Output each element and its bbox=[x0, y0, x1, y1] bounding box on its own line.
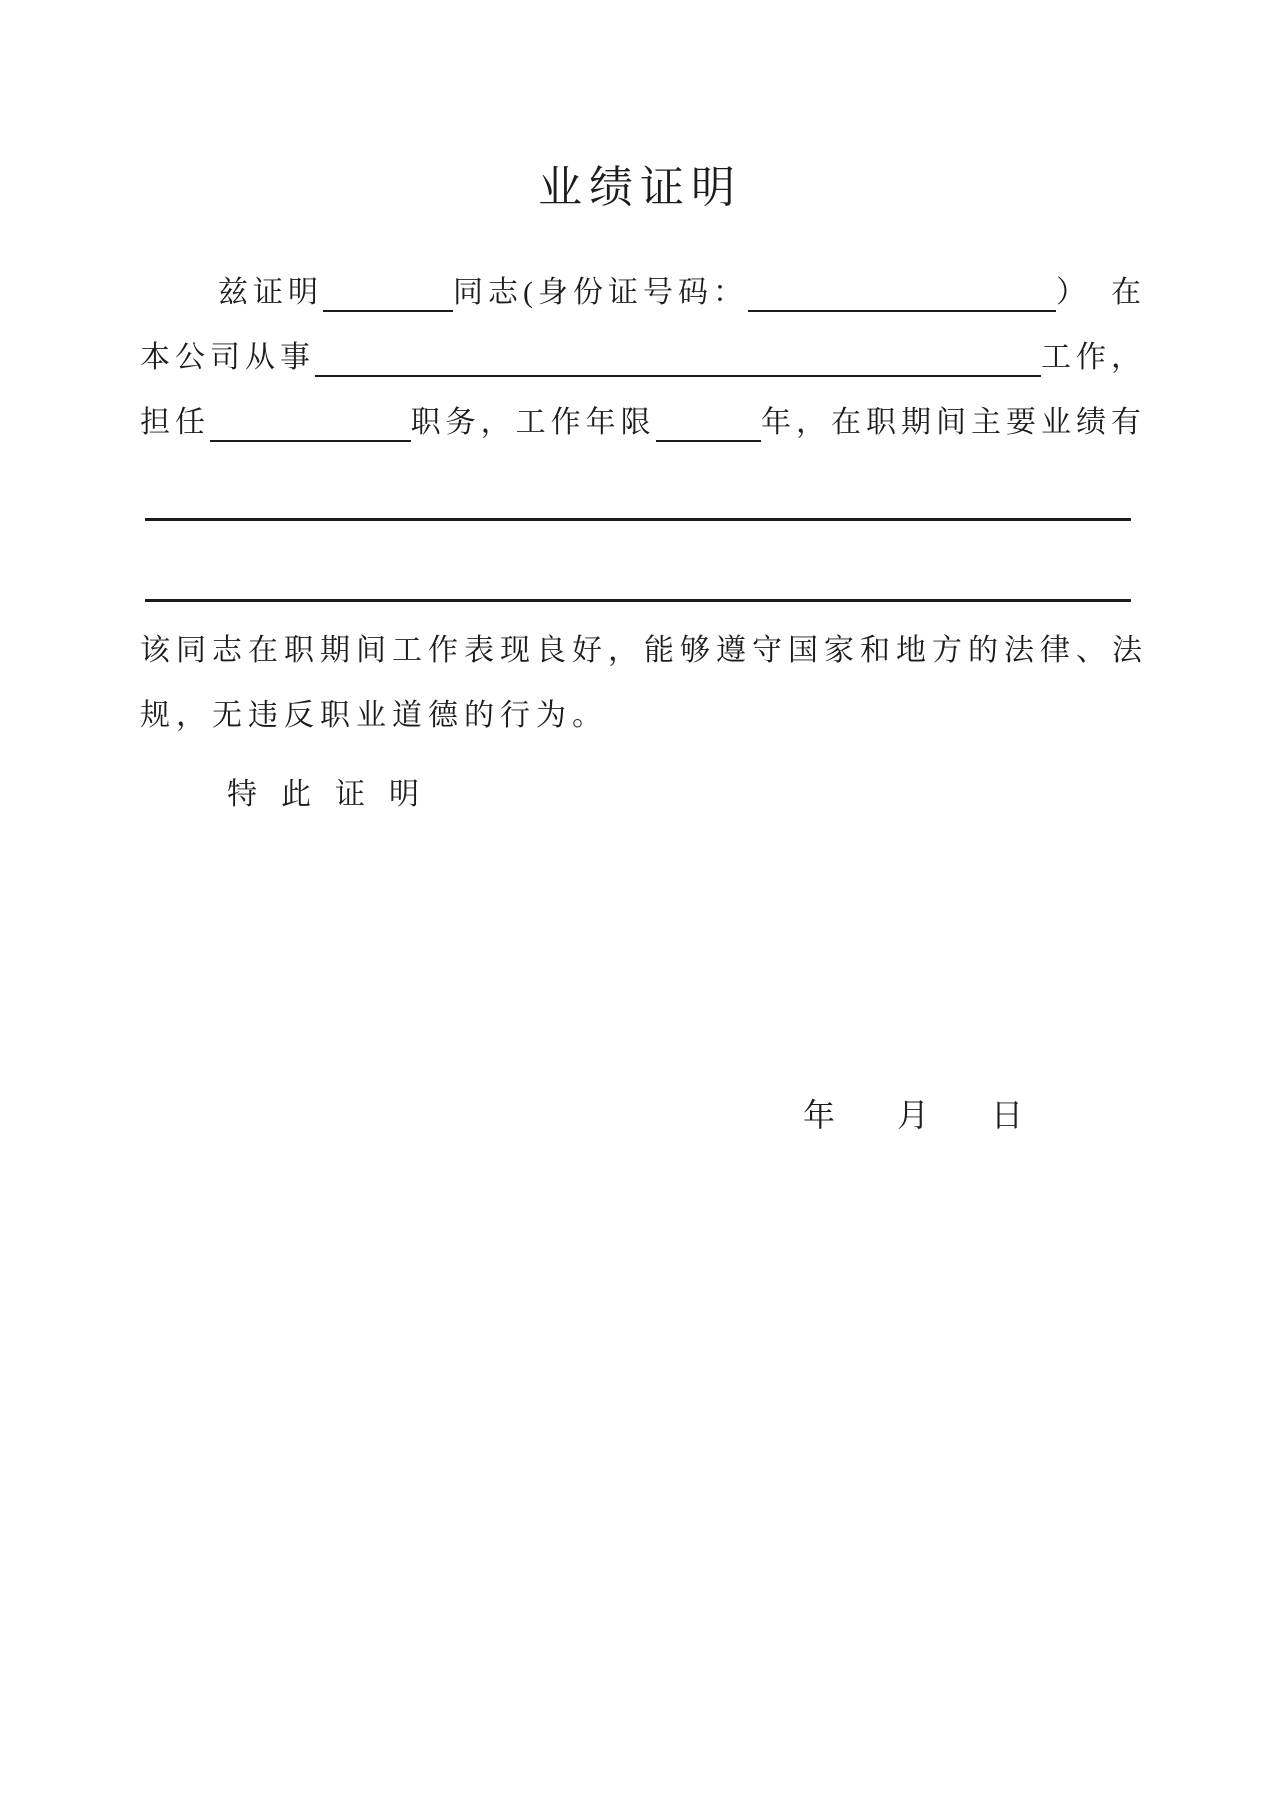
month-label: 月 bbox=[897, 1097, 930, 1133]
date-line bbox=[803, 1099, 1023, 1131]
achievements-blank-line-2[interactable] bbox=[145, 599, 1131, 602]
company-engaged-text: 本公司从事 bbox=[140, 341, 315, 374]
id-number-blank-field[interactable] bbox=[748, 307, 1056, 312]
closing-statement-text: 特此证明 bbox=[227, 778, 443, 811]
position-blank-field[interactable] bbox=[210, 437, 411, 442]
certify-prefix-text: 兹证明 bbox=[218, 276, 323, 309]
conduct-statement-line1: 该同志在职期间工作表现良好，能够遵守国家和地方的法律、法 bbox=[140, 634, 1148, 667]
year-label: 年 bbox=[803, 1097, 836, 1133]
at-text: 在 bbox=[1111, 276, 1146, 309]
paragraph1-line2 bbox=[140, 335, 1146, 377]
day-label: 日 bbox=[991, 1097, 1024, 1133]
conduct-statement-line2: 规，无违反职业道德的行为。 bbox=[140, 699, 608, 732]
years-blank-field[interactable] bbox=[656, 437, 761, 442]
paragraph1-line3 bbox=[140, 400, 1146, 442]
position-years-label-text: 职务，工作年限 bbox=[410, 406, 656, 439]
comrade-id-label-text: 同志(身份证号码： bbox=[453, 276, 748, 309]
name-blank-field[interactable] bbox=[323, 307, 453, 312]
job-content-blank-field[interactable] bbox=[315, 372, 1041, 377]
position-prefix-text: 担任 bbox=[140, 406, 210, 439]
page-title: 业绩证明 bbox=[538, 163, 742, 212]
paragraph1-line1 bbox=[140, 270, 1146, 312]
achievements-intro-text: 年，在职期间主要业绩有 bbox=[761, 406, 1146, 439]
close-paren-text: ） bbox=[1056, 276, 1091, 309]
achievements-blank-line-1[interactable] bbox=[145, 518, 1131, 521]
work-text: 工作， bbox=[1041, 341, 1146, 374]
